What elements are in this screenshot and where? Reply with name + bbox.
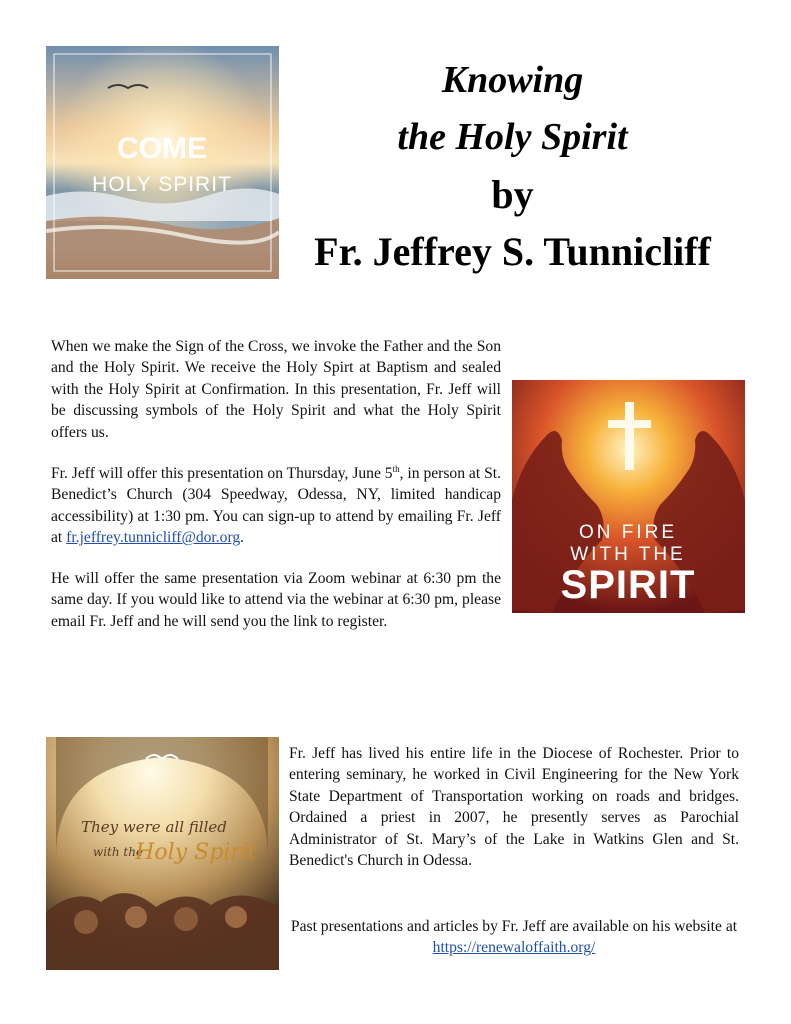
- page-title: [285, 52, 740, 280]
- bio-paragraph: Fr. Jeff has lived his entire life in the Diocese of Rochester. Prior to entering seminary, he worked in Civil Engineering for the New York State Department of Transportation working on roads and bridges. Ordained a priest in 2007, he presently serves as Parochial Administrator of St. Mary’s of the Lake in Watkins Glen and St. Benedict's Church in Odessa.: [289, 745, 739, 870]
- on-fire-text: ON FIRE: [578, 522, 678, 543]
- website-text: Past presentations and articles by Fr. Jeff are available on his website at: [290, 918, 738, 935]
- holy-spirit-script-text: Holy Spirit: [135, 840, 257, 865]
- schedule-text-2: , in person at St. Benedict’s Church (304 Speedway, Odessa, NY, limited handicap accessibility) at 1:30 pm. You can sign-up to attend by emailing Fr. Jeff at: [51, 465, 501, 547]
- with-the-text: with the: [92, 845, 144, 859]
- schedule-text-1: Fr. Jeff will offer this presentation on Thursday, June 5: [51, 465, 393, 482]
- title-line-by: by: [491, 172, 534, 217]
- intro-paragraph: When we make the Sign of the Cross, we invoke the Father and the Son and the Holy Spirit. We receive the Holy Spirt at Baptism and sealed with the Holy Spirit at Confirmation. In this presentation, Fr. Jeff will be discussing symbols of the Holy Spirit and what the Holy Spirit offers us.: [51, 338, 501, 441]
- with-the-text: WITH THE: [570, 544, 686, 565]
- come-text: COME: [117, 132, 207, 165]
- schedule-paragraph: [51, 463, 501, 549]
- holy-spirit-text: HOLY SPIRIT: [92, 173, 232, 196]
- come-holy-spirit-image: [46, 46, 279, 279]
- filled-with-holy-spirit-image: [46, 737, 279, 970]
- email-link[interactable]: fr.jeffrey.tunnicliff@dor.org: [66, 529, 241, 547]
- on-fire-with-the-spirit-image: [512, 380, 745, 613]
- title-line-holy-spirit: the Holy Spirit: [397, 116, 628, 158]
- website-paragraph: [289, 916, 739, 959]
- ordinal-suffix: th: [392, 463, 400, 474]
- title-line-knowing: Knowing: [441, 59, 584, 101]
- schedule-text-end: .: [240, 529, 245, 547]
- webinar-paragraph: He will offer the same presentation via Zoom webinar at 6:30 pm the same day. If you would like to attend via the webinar at 6:30 pm, please email Fr. Jeff and he will send you the link to register.: [51, 570, 501, 630]
- spirit-text: SPIRIT: [560, 563, 696, 607]
- they-were-all-filled-text: They were all filled: [81, 818, 227, 836]
- website-link[interactable]: https://renewaloffaith.org/: [432, 939, 596, 957]
- title-line-author: Fr. Jeffrey S. Tunnicliff: [314, 229, 711, 274]
